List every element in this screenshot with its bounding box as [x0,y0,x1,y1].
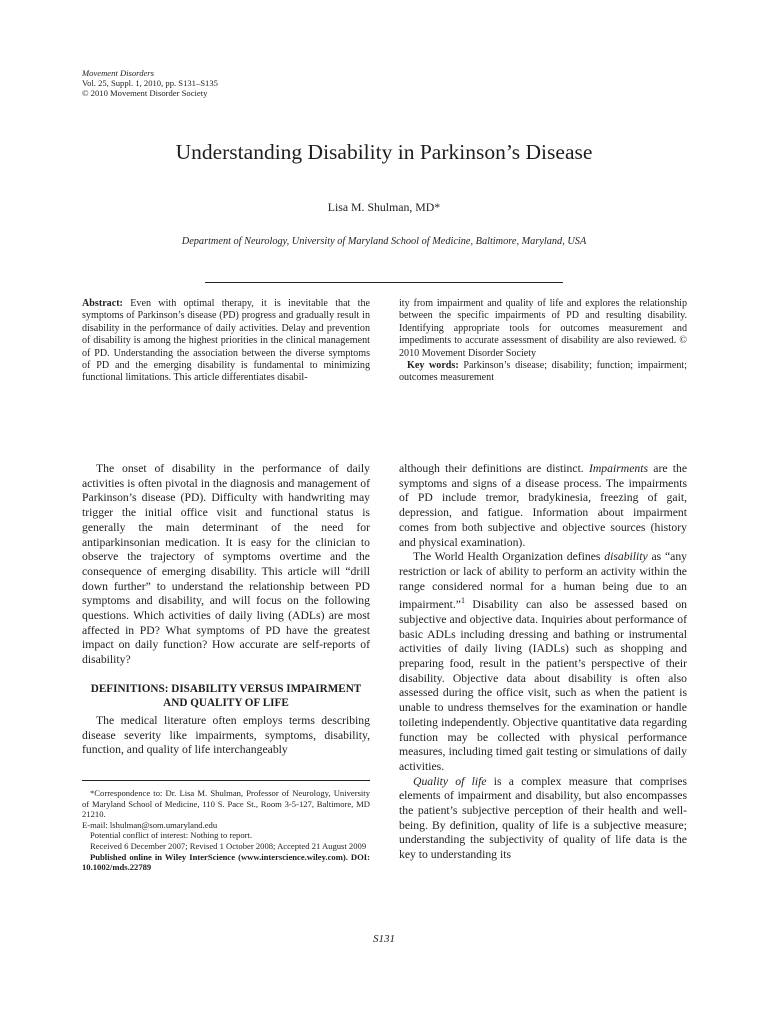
intro-paragraph: The onset of disability in the performance of daily activities is often pivotal in the diagnosis and management of Parkinson’s disease (PD). Difficulty with handwriting may trigger the initial office visit and functional status is generally the main determinant of the need for antiparkinsonian medication. It is easy for the clinician to observe the trajectory of symptoms overtime and the consequence of emerging disability. This article will “drill down further” to understand the relationship between PD symptoms and disability, and will focus on the following questions. Which activities of daily living (ADLs) are most affected in PD? What symptoms of PD have the greatest impact on daily function? How accurate are self-reports of disability? [82,462,370,667]
body-right-column [399,462,687,863]
impairments-paragraph [399,462,687,550]
author-name: Lisa M. Shulman, MD* [327,200,441,214]
impairments-text-a: although their definitions are distinct. [399,462,584,475]
disability-text-a: The World Health Organization defines [413,550,601,564]
footnote-correspondence: *Correspondence to: Dr. Lisa M. Shulman, Professor of Neurology, University of Maryland School of Medicine, 110 S. Pace St., Room 3-5-127, Baltimore, MD 21210. [82,788,370,820]
keywords-label: Key words: [407,360,459,372]
journal-name: Movement Disorders [82,68,154,78]
footnote-email: E-mail: lshulman@som.umaryland.edu [82,819,218,830]
footnote-rule [82,780,370,781]
journal-header [82,68,218,99]
footnotes [82,788,370,873]
body-left-column [82,462,370,758]
abstract-label: Abstract: [82,298,123,309]
abstract-left-column [82,298,370,385]
abstract-text-right: ity from impairment and quality of life and explores the relationship between the specific impairments of PD and resulting disability. Identifying appropriate tools for outcomes measurement and impediments to accurate assessment of disability are also reviewed. © 2010 Movement Disorder Society [399,298,687,359]
disability-text-c: Disability can also be assessed based on subjective and objective data. Inquiries about performance of basic ADLs including dressing and bathing or instrumental activities of daily living (IADLs) such as shopping and preparing food, result in the patient’s perspective of their disability. Objective data about disability is often also assessed during the office visit, such as when the patient is unable to undress themselves for the examination or handle toileting independently. Objective quantitative data regarding function may be collected with physical performance measures, including timed gait testing or simulations of daily activities. [399,598,688,773]
impairments-text-b: are the symptoms and signs of a disease process. The impairments of PD include tremor, bradykinesia, freezing of gait, depression, and fatigue. Information about impairment comes from both subjective and objective sources (history and physical examination). [399,462,688,549]
quality-of-life-text: is a complex measure that comprises elements of impairment and disability, but also encompasses the patient’s subjective perception of their health and well-being. By definition, quality of life is a subjective measure; understanding the subjectivity of quality of life data is the key to understanding its [399,774,688,862]
abstract-right-column [399,298,687,385]
article-title: Understanding Disability in Parkinson’s Disease [175,140,593,164]
disability-text-b: as “any restriction or lack of ability to perform an activity within the range considered normal for a human being due to an impairment.” [399,550,688,612]
footnote-conflict: Potential conflict of interest: Nothing to report. [90,830,253,841]
abstract-text-left: Even with optimal therapy, it is inevitable that the symptoms of Parkinson’s disease (PD) progress and gradually result in disability in the performance of daily activities. Delay and prevention of disability is among the highest priorities in the clinical management of PD. Understanding the association between the diverse symptoms of PD and the emerging disability is fundamental to minimizing functional limitations. This article differentiates disabil- [82,298,370,384]
footnote-published: Published online in Wiley InterScience (www.interscience.wiley.com). DOI: 10.1002/mds.22789 [82,851,370,873]
keywords-text: Parkinson’s disease; disability; function; impairment; outcomes measurement [399,360,688,384]
quality-of-life-term: Quality of life [413,774,487,788]
abstract-top-rule [205,282,563,283]
page-number: S131 [373,933,395,945]
reference-marker: 1 [461,596,465,606]
disability-term: disability [604,550,648,564]
footnote-received: Received 6 December 2007; Revised 1 October 2008; Accepted 21 August 2009 [90,840,367,851]
author-affiliation: Department of Neurology, University of Maryland School of Medicine, Baltimore, Maryland, USA [181,236,587,247]
definitions-paragraph: The medical literature often employs terms describing disease severity like impairments, symptoms, disability, function, and quality of life interchangeably [82,713,370,757]
journal-volume: Vol. 25, Suppl. 1, 2010, pp. S131–S135 [82,78,218,89]
journal-copyright: © 2010 Movement Disorder Society [82,88,208,99]
disability-paragraph [399,550,687,774]
quality-of-life-paragraph [399,775,687,863]
impairments-term: Impairments [588,462,649,475]
section-heading: DEFINITIONS: DISABILITY VERSUS IMPAIRMENT AND QUALITY OF LIFE [90,682,362,709]
